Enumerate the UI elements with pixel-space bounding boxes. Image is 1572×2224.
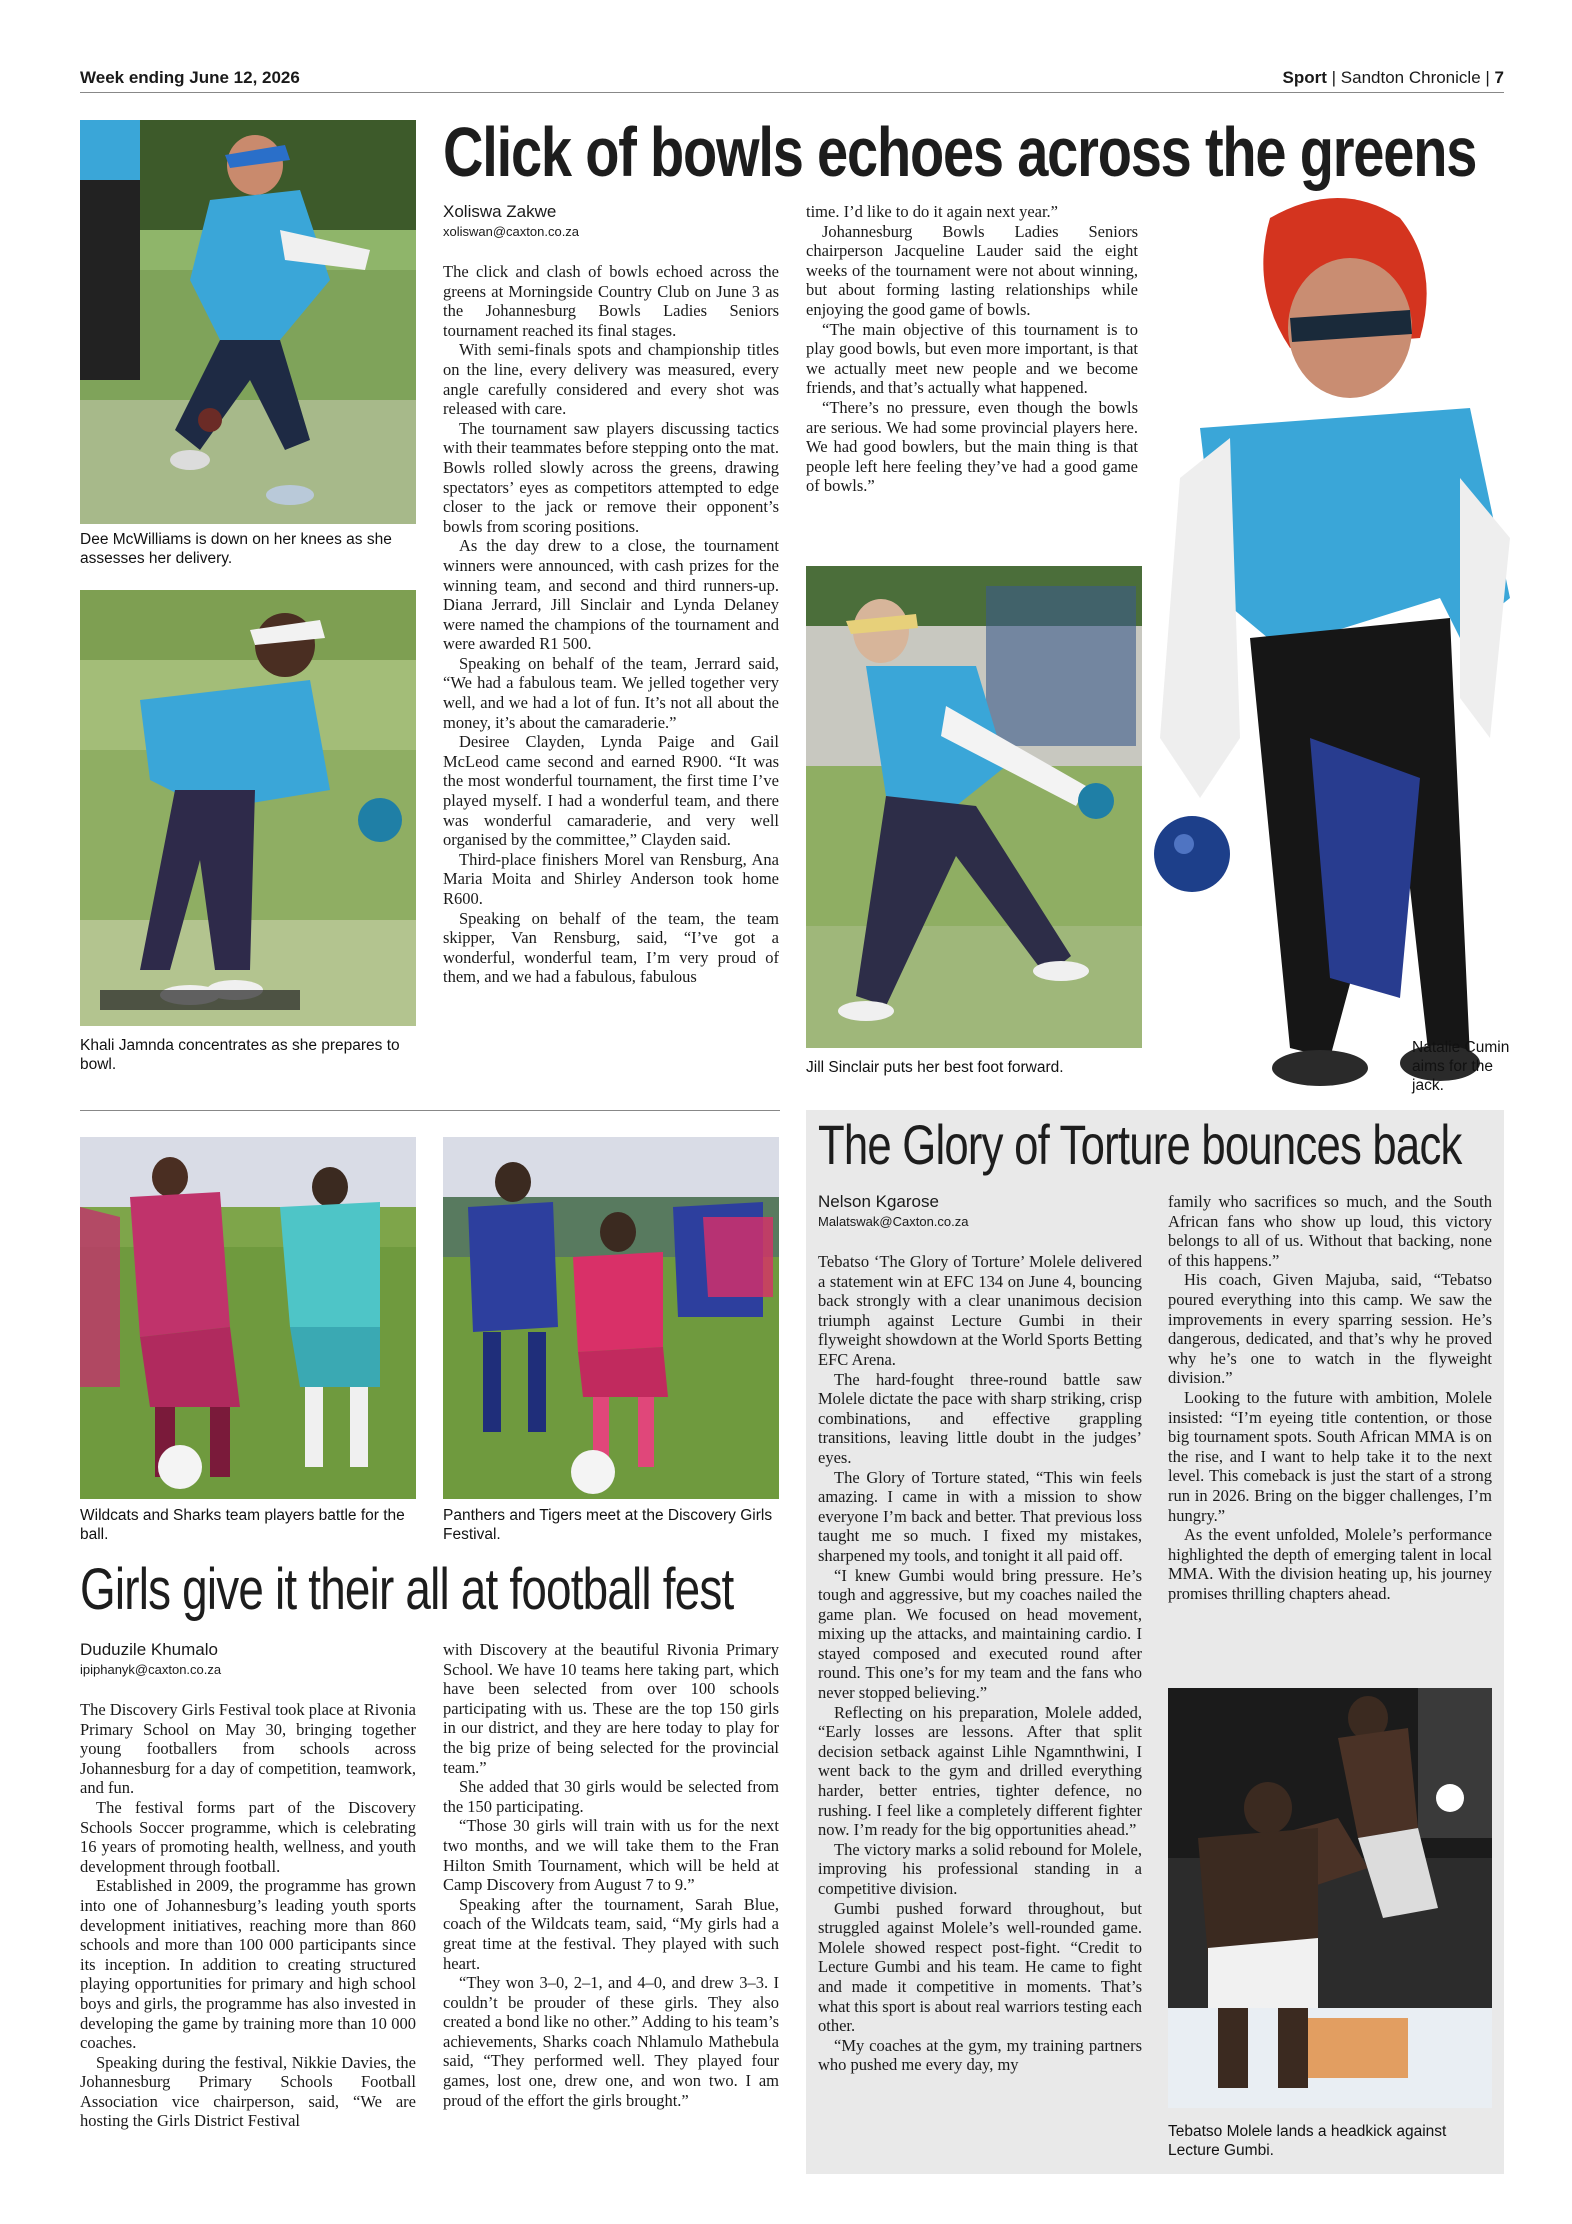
caption-natalie: Natalie Cumin aims for the jack.	[1412, 1039, 1510, 1094]
paragraph: “Those 30 girls will train with us for the next two months, and we will take them to the Fran Hilton Smith Tournament, which will be held at Camp Discovery from August 7 to 9.”	[443, 1816, 779, 1895]
paragraph: “The main objective of this tournament is to play good bowls, but even more important, is that we actually meet new people and we become friends, and that’s actually what happened.	[806, 319, 1138, 398]
paragraph: The festival forms part of the Discovery Schools Soccer programme, which is celebrating 16 years of promoting health, wellness, and youth development through football.	[80, 1797, 416, 1876]
bowls-email: xoliswan@caxton.co.za	[443, 224, 580, 239]
paragraph: Third-place finishers Morel van Rensburg, Ana Maria Moita and Shirley Anderson took home R600.	[443, 849, 779, 908]
football-body-col1	[80, 1700, 416, 2131]
paragraph: The Glory of Torture stated, “This win feels amazing. I came in with a mission to show everyone I’m back and better. That previous loss taught me so much. I fixed my mistakes, sharpened my tools, and tonight it all paid off.	[818, 1467, 1142, 1565]
paragraph: The victory marks a solid rebound for Molele, improving his professional standing in a competitive division.	[818, 1839, 1142, 1898]
paragraph: “There’s no pressure, even though the bowls are serious. We had some provincial players here. We had good bowlers, but the main thing is that people left here feeling they’ve had a good game of bowls.”	[806, 397, 1138, 496]
football-body-col2	[443, 1640, 779, 2110]
paragraph: With semi-finals spots and championship titles on the line, every delivery was measured, every angle carefully considered and every shot was released with care.	[443, 340, 779, 419]
paragraph: Speaking during the festival, Nikkie Davies, the Johannesburg Primary Schools Football Association vice chairperson, said, “We are hosting the Girls District Festival	[80, 2052, 416, 2131]
photo-panthers-tigers	[443, 1137, 779, 1499]
publication-name: Sandton Chronicle	[1340, 68, 1481, 87]
paragraph: Gumbi pushed forward throughout, but struggled against Molele’s well-rounded game. Molele showed respect post-fight. “Credit to Lecture Gumbi and his team. He came to fight and made it competitive in moments. That’s what this sport is about real warriors testing each other.	[818, 1898, 1142, 2036]
paragraph: The Discovery Girls Festival took place at Rivonia Primary School on May 30, bringing together young footballers from schools across Johannesburg for a day of competition, teamwork, and fun.	[80, 1700, 416, 1798]
paragraph: “I knew Gumbi would bring pressure. He’s tough and aggressive, but my coaches nailed the game plan. We focused on head movement, mixing up the attacks, and maintaining cardio. I stayed composed and executed round after round. This one’s for my team and the fans who never stopped believing.”	[818, 1565, 1142, 1703]
paragraph: Johannesburg Bowls Ladies Seniors chairperson Jacqueline Lauder said the eight weeks of the tournament were not about winning, but about forming lasting relationships while enjoying the good game of bowls.	[806, 221, 1138, 319]
paragraph: Speaking on behalf of the team, the team skipper, Van Rensburg, said, “I’ve got a wonderful, wonderful team, I’m very proud of them, and we had a fabulous, fabulous	[443, 908, 779, 987]
paragraph: Established in 2009, the programme has grown into one of Johannesburg’s leading youth sports development initiatives, reaching more than 860 schools and more than 100 000 participants since its inception. In addition to creating structured playing opportunities for primary and high school boys and girls, the programme has also invested in developing the game by training more than 10 000 coaches.	[80, 1876, 416, 2053]
caption-panthers: Panthers and Tigers meet at the Discovery Girls Festival.	[443, 1507, 773, 1543]
photo-natalie-cumin	[1140, 178, 1512, 1120]
caption-dee: Dee McWilliams is down on her knees as she assesses her delivery.	[80, 531, 392, 567]
bowls-body-col1	[443, 262, 779, 987]
paragraph: Reflecting on his preparation, Molele added, “Early losses are lessons. After that split decision setback against Lihle Ngamnthwini, I went back to the gym and drilled everything harder, better entries, tighter defence, no rushing. I feel like a completely different fighter now. I’m ready for the big opportunities ahead.”	[818, 1702, 1142, 1840]
paragraph: The tournament saw players discussing tactics with their teammates before stepping onto the mat. Bowls rolled slowly across the greens, drawing spectators’ eyes as competitors attempted to edge closer to the jack or remove their opponent’s bowls from scoring positions.	[443, 418, 779, 536]
paragraph: As the event unfolded, Molele’s performance highlighted the depth of emerging talent in local MMA. With the division heating up, his journey promises thrilling chapters ahead.	[1168, 1525, 1492, 1603]
paragraph: She added that 30 girls would be selected from the 150 participating.	[443, 1777, 779, 1816]
paragraph: His coach, Given Majuba, said, “Tebatso poured everything into this camp. We saw the improvements in every sparring session. He’s dangerous, dedicated, and that’s why he proved why he’s one to watch in the flyweight division.”	[1168, 1270, 1492, 1388]
mma-author: Nelson Kgarose	[818, 1192, 939, 1211]
paragraph: The hard-fought three-round battle saw Molele dictate the pace with sharp striking, crisp combinations, and effective grappling transitions, leaving little doubt in the judges’ eyes.	[818, 1369, 1142, 1467]
section-divider	[80, 1110, 780, 1111]
caption-jill: Jill Sinclair puts her best foot forward.	[806, 1059, 1064, 1076]
page-number: 7	[1494, 68, 1504, 87]
photo-jill-sinclair	[806, 566, 1142, 1048]
photo-dee-mcwilliams	[80, 120, 416, 524]
mma-email: Malatswak@Caxton.co.za	[818, 1214, 969, 1229]
caption-khali: Khali Jamnda concentrates as she prepares to bowl.	[80, 1037, 400, 1073]
caption-molele: Tebatso Molele lands a headkick against Lecture Gumbi.	[1168, 2123, 1447, 2159]
photo-khali-jamnda	[80, 590, 416, 1026]
paragraph: The click and clash of bowls echoed across the greens at Morningside Country Club on June 3 as the Johannesburg Bowls Ladies Seniors tournament reached its final stages.	[443, 262, 779, 340]
paragraph: Looking to the future with ambition, Molele insisted: “I’m eyeing title contention, or those big tournament spots. South African MMA is on the rise, and I want to help take it to the next level. This comeback is just the start of a strong run in 2026. Bring on the bigger challenges, I’m hungry.”	[1168, 1387, 1492, 1525]
paragraph: “They won 3–0, 2–1, and 4–0, and drew 3–3. I couldn’t be prouder of these girls. They also created a bond like no other.” Adding to his team’s achievements, Sharks coach Nhlamulo Mathebula said, “They performed well. They played four games, lost one, drew one, and won two. I am proud of the effort the girls brought.”	[443, 1973, 779, 2110]
paragraph: Desiree Clayden, Lynda Paige and Gail McLeod came second and earned R900. “It was the most wonderful tournament, the first time I’ve played myself. I had a wonderful team, and there was wonderful camaraderie, and very well organised by the committee,” Clayden said.	[443, 732, 779, 850]
football-headline: Girls give it their all at football fest	[80, 1557, 734, 1622]
bowls-body-col2	[806, 202, 1138, 496]
bowls-author: Xoliswa Zakwe	[443, 202, 557, 221]
paragraph: “My coaches at the gym, my training partners who pushed me every day, my	[818, 2035, 1142, 2075]
bowls-headline: Click of bowls echoes across the greens	[443, 113, 1477, 191]
section-name: Sport	[1282, 68, 1327, 87]
paragraph: Speaking after the tournament, Sarah Blue, coach of the Wildcats team, said, “My girls had a great time at the festival. They played with such heart.	[443, 1894, 779, 1973]
mma-body-col2	[1168, 1192, 1492, 1603]
issue-date: Week ending June 12, 2026	[80, 68, 300, 87]
football-author: Duduzile Khumalo	[80, 1640, 218, 1659]
paragraph: As the day drew to a close, the tournament winners were announced, with cash prizes for the winning team, and second and third runners-up. Diana Jerrard, Jill Sinclair and Lynda Delaney were named the champions of the tournament and were awarded R1 500.	[443, 536, 779, 654]
paragraph: family who sacrifices so much, and the South African fans who show up loud, this victory belongs to all of us. Without that backing, none of this happens.”	[1168, 1192, 1492, 1270]
mma-headline: The Glory of Torture bounces back	[818, 1113, 1462, 1176]
paragraph: with Discovery at the beautiful Rivonia Primary School. We have 10 teams here taking part, which have been selected from over 100 schools participating with us. These are the top 150 girls in our district, and they are here today to play for the big prize of being selected for the provincial team.”	[443, 1640, 779, 1777]
page-label: Sport | Sandton Chronicle | 7	[1282, 68, 1504, 87]
paragraph: time. I’d like to do it again next year.”	[806, 202, 1059, 221]
header-rule	[80, 92, 1504, 93]
caption-wildcats: Wildcats and Sharks team players battle for the ball.	[80, 1507, 405, 1543]
football-email: ipiphanyk@caxton.co.za	[80, 1662, 222, 1677]
paragraph: Tebatso ‘The Glory of Torture’ Molele delivered a statement win at EFC 134 on June 4, bouncing back strongly with a clear unanimous decision triumph against Lecture Gumbi in their flyweight showdown at the World Sports Betting EFC Arena.	[818, 1252, 1142, 1369]
photo-wildcats-sharks	[80, 1137, 416, 1499]
mma-body-col1	[818, 1252, 1142, 2075]
paragraph: Speaking on behalf of the team, Jerrard said, “We had a fabulous team. We jelled together very well, and we had a lot of fun. It’s not all about the money, it’s about the camaraderie.”	[443, 653, 779, 732]
photo-molele-headkick	[1168, 1688, 1492, 2108]
